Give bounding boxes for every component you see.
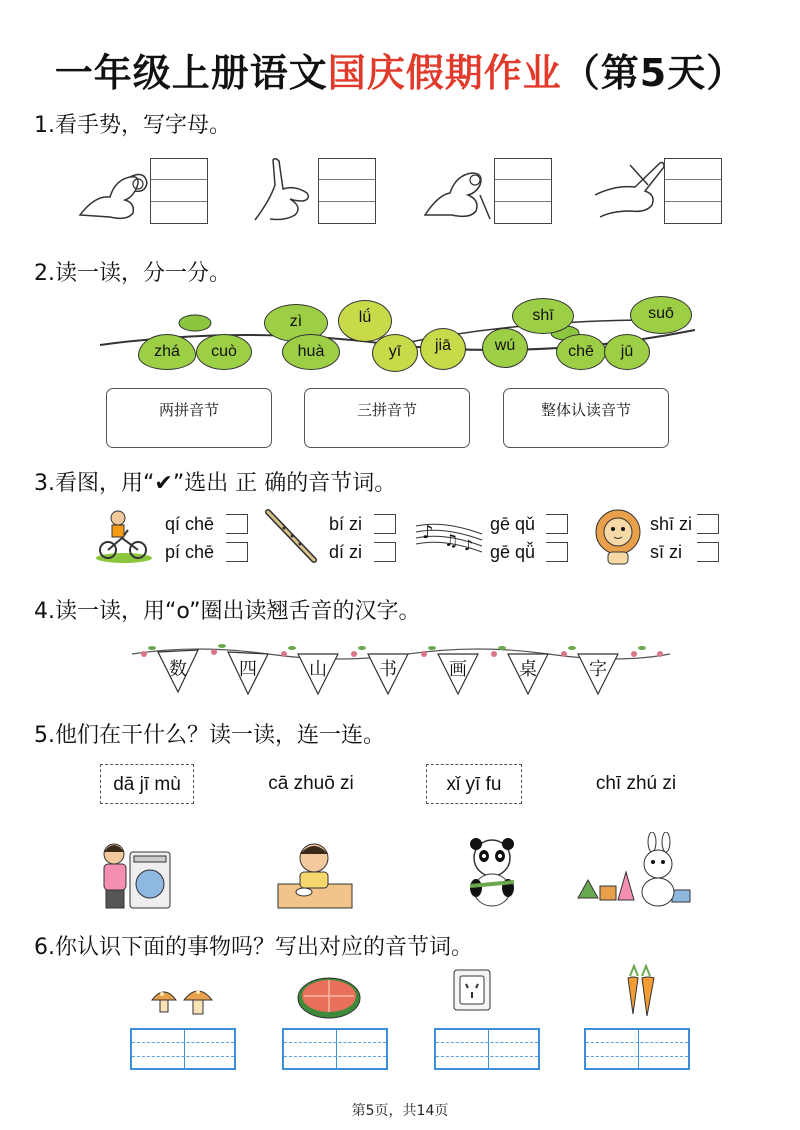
- leaf-syllable: zì: [264, 304, 328, 342]
- boy-riding-bike-icon: [94, 508, 152, 564]
- phrase-box[interactable]: chī zhú zi: [595, 773, 677, 794]
- answer-box-2[interactable]: [318, 158, 376, 224]
- check-box[interactable]: [546, 514, 568, 534]
- check-box[interactable]: [374, 514, 396, 534]
- title-suffix: （第5天）: [561, 51, 746, 95]
- leaf-syllable: shī: [512, 298, 574, 334]
- svg-text:♪: ♪: [422, 522, 434, 543]
- category-box-whole-syllable[interactable]: 整体认读音节: [503, 388, 669, 448]
- pinyin-writing-grid[interactable]: [130, 1028, 236, 1070]
- leaf-syllable: yī: [372, 334, 418, 372]
- answer-box-3[interactable]: [494, 158, 552, 224]
- svg-text:♪: ♪: [464, 538, 473, 554]
- option-text: sī zi: [650, 542, 683, 562]
- leaf-syllable: jū: [604, 334, 650, 370]
- check-box[interactable]: [697, 542, 719, 562]
- flag-character[interactable]: 书: [379, 659, 397, 680]
- checkmark-icon: ✔: [154, 471, 173, 496]
- leaf-syllable: huà: [282, 334, 340, 370]
- svg-text:♫: ♫: [444, 531, 459, 550]
- rabbit-with-building-blocks-icon: [574, 832, 706, 912]
- carrots-icon: [620, 964, 662, 1018]
- panda-eating-bamboo-icon: [460, 834, 524, 910]
- q3-heading-pre: 3.看图，用“: [34, 471, 155, 496]
- category-box-three-part[interactable]: 三拼音节: [304, 388, 470, 448]
- watermelon-icon: [296, 974, 362, 1020]
- title-red: 国庆假期作业: [327, 51, 562, 95]
- flag-character[interactable]: 字: [589, 659, 607, 680]
- phrase-box[interactable]: dā jī mù: [100, 764, 194, 804]
- q3-heading-post: ”选出 正 确的音节词。: [172, 471, 397, 496]
- title-black: 一年级上册语文: [54, 51, 328, 95]
- leaf-syllable: wú: [482, 328, 528, 368]
- flag-character[interactable]: 桌: [519, 659, 537, 680]
- option-text: shī zi: [650, 514, 693, 534]
- leaf-syllable: jiā: [420, 328, 466, 370]
- option-text: gē qǔ: [490, 514, 536, 534]
- flag-character[interactable]: 山: [309, 659, 327, 680]
- girl-at-washing-machine-icon: [96, 836, 176, 912]
- flag-character[interactable]: 数: [169, 659, 187, 680]
- flag-character[interactable]: 画: [449, 659, 467, 680]
- pinyin-writing-grid[interactable]: [434, 1028, 540, 1070]
- option-text: qí chē: [165, 514, 215, 534]
- pinyin-writing-grid[interactable]: [282, 1028, 388, 1070]
- leaf-syllable: chē: [556, 334, 606, 370]
- option-text: gē qǚ: [490, 542, 536, 562]
- question-1-heading: 1.看手势，写字母。: [34, 113, 231, 138]
- check-box[interactable]: [226, 514, 248, 534]
- check-box[interactable]: [374, 542, 396, 562]
- bamboo-flute-icon: [262, 508, 322, 564]
- page-footer: 第5页，共14页: [351, 1103, 449, 1119]
- question-5-heading: 5.他们在干什么？读一读，连一连。: [34, 723, 385, 748]
- question-4-heading: 4.读一读，用“o”圈出读翘舌音的汉字。: [34, 599, 421, 624]
- check-box[interactable]: [546, 542, 568, 562]
- answer-box-4[interactable]: [664, 158, 722, 224]
- lion-icon: [592, 508, 646, 566]
- option-text: dí zi: [329, 542, 363, 562]
- question-2-heading: 2.读一读，分一分。: [34, 261, 231, 286]
- music-notes-icon: [414, 516, 484, 562]
- question-3-heading: [34, 466, 396, 497]
- leaf-syllable: lǘ: [338, 300, 392, 342]
- check-box[interactable]: [697, 514, 719, 534]
- wall-socket-icon: [452, 968, 492, 1014]
- page-title: [0, 42, 800, 97]
- answer-box-1[interactable]: [150, 158, 208, 224]
- category-box-two-part[interactable]: 两拼音节: [106, 388, 272, 448]
- question-6-heading: 6.你认识下面的事物吗？写出对应的音节词。: [34, 935, 473, 960]
- phrase-box[interactable]: cā zhuō zi: [268, 773, 354, 794]
- option-text: pí chē: [165, 542, 215, 562]
- flag-character[interactable]: 四: [239, 659, 257, 680]
- boy-wiping-table-icon: [274, 836, 356, 912]
- leaf-syllable: zhá: [138, 334, 196, 370]
- leaf-syllable: cuò: [196, 334, 252, 370]
- option-text: bí zi: [329, 514, 363, 534]
- phrase-box[interactable]: xǐ yī fu: [426, 764, 522, 804]
- mushrooms-icon: [148, 982, 218, 1016]
- leaf-syllable: suō: [630, 296, 692, 334]
- check-box[interactable]: [226, 542, 248, 562]
- pinyin-writing-grid[interactable]: [584, 1028, 690, 1070]
